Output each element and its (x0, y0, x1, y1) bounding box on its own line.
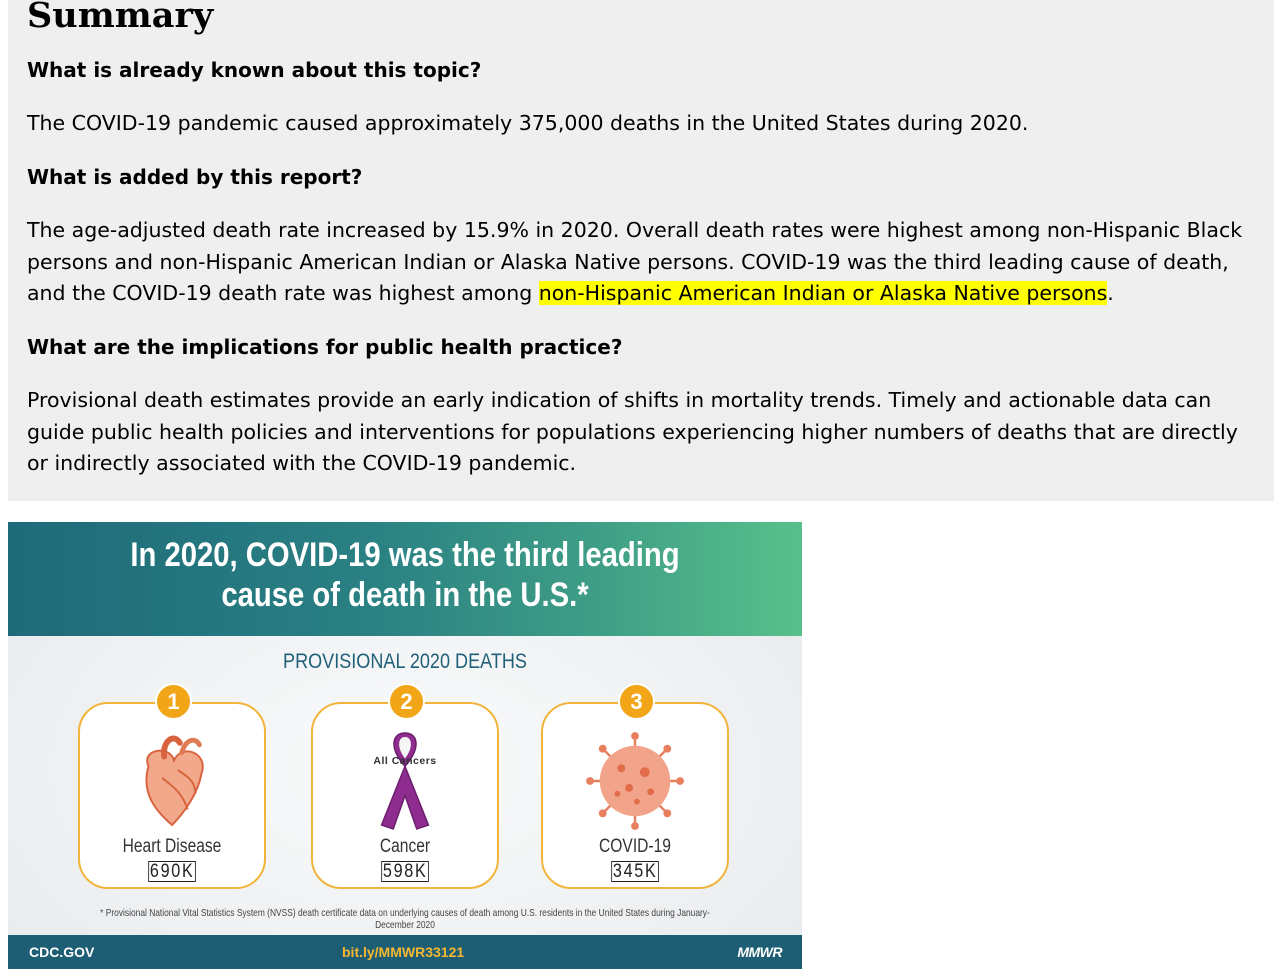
footer-cdc-link[interactable]: CDC.GOV (29, 944, 95, 960)
virus-icon (543, 726, 727, 836)
summary-title: Summary (27, 0, 214, 36)
ribbon-icon (313, 726, 497, 836)
card-value-cancer (313, 861, 497, 883)
card-covid-19 (541, 702, 729, 889)
infographic-header (8, 522, 802, 636)
infographic-footer (8, 935, 802, 969)
question-added: What is added by this report? (27, 165, 363, 189)
rank-badge-1: 1 (155, 683, 192, 720)
value-cancer: 598K (382, 861, 428, 882)
infographic-subtitle: PROVISIONAL 2020 DEATHS (283, 650, 527, 673)
infographic-title-line1: In 2020, COVID-19 was the third leading (130, 536, 680, 574)
card-value-covid-19 (543, 861, 727, 883)
question-known: What is already known about this topic? (27, 58, 482, 82)
infographic-title-line2: cause of death in the U.S.* (221, 576, 589, 614)
answer-added (27, 215, 1262, 310)
highlighted-text: non-Hispanic American Indian or Alaska Native persons (538, 281, 1108, 305)
infographic-footnote: * Provisional National Vital Statistics System (NVSS) death certificate data on underlying causes of death among U.S. residents in the United States during January-December 2020 (100, 907, 710, 931)
infographic-title (64, 535, 747, 615)
footer-short-link[interactable]: bit.ly/MMWR33121 (342, 944, 465, 960)
ribbon-label: All Cancers (373, 755, 437, 767)
card-label-cancer: Cancer (379, 836, 431, 857)
question-implications: What are the implications for public health practice? (27, 335, 623, 359)
value-covid-19: 345K (612, 861, 658, 882)
infographic (8, 522, 802, 969)
rank-badge-2: 2 (388, 683, 425, 720)
rank-badge-3: 3 (618, 683, 655, 720)
summary-box (8, 0, 1274, 501)
answer-added-end: . (1107, 281, 1114, 305)
card-label-heart-disease: Heart Disease (122, 836, 222, 857)
answer-implications: Provisional death estimates provide an early indication of shifts in mortality trends. Timely and actionable data can guide public health policies and interventions for populations experiencing higher numbers of deaths that are directly or indirectly associated with the COVID-19 pandemic. (27, 388, 1238, 475)
card-heart-disease (78, 702, 266, 889)
card-cancer (311, 702, 499, 889)
mmwr-logo: MMWR (737, 944, 782, 960)
heart-icon (80, 726, 264, 836)
value-heart-disease: 690K (149, 861, 195, 882)
card-value-heart-disease (80, 861, 264, 883)
card-label-covid-19: COVID-19 (599, 836, 671, 857)
answer-added-text: The age-adjusted death rate increased by 15.9% in 2020. Overall death rates were highest among non-Hispanic Black persons and non-Hispanic American Indian or Alaska Native persons. COVID-19 was the third leading cause of death, and the COVID-19 death rate was highest among (27, 218, 1243, 305)
answer-known: The COVID-19 pandemic caused approximately 375,000 deaths in the United States during 2020. (27, 111, 1029, 135)
